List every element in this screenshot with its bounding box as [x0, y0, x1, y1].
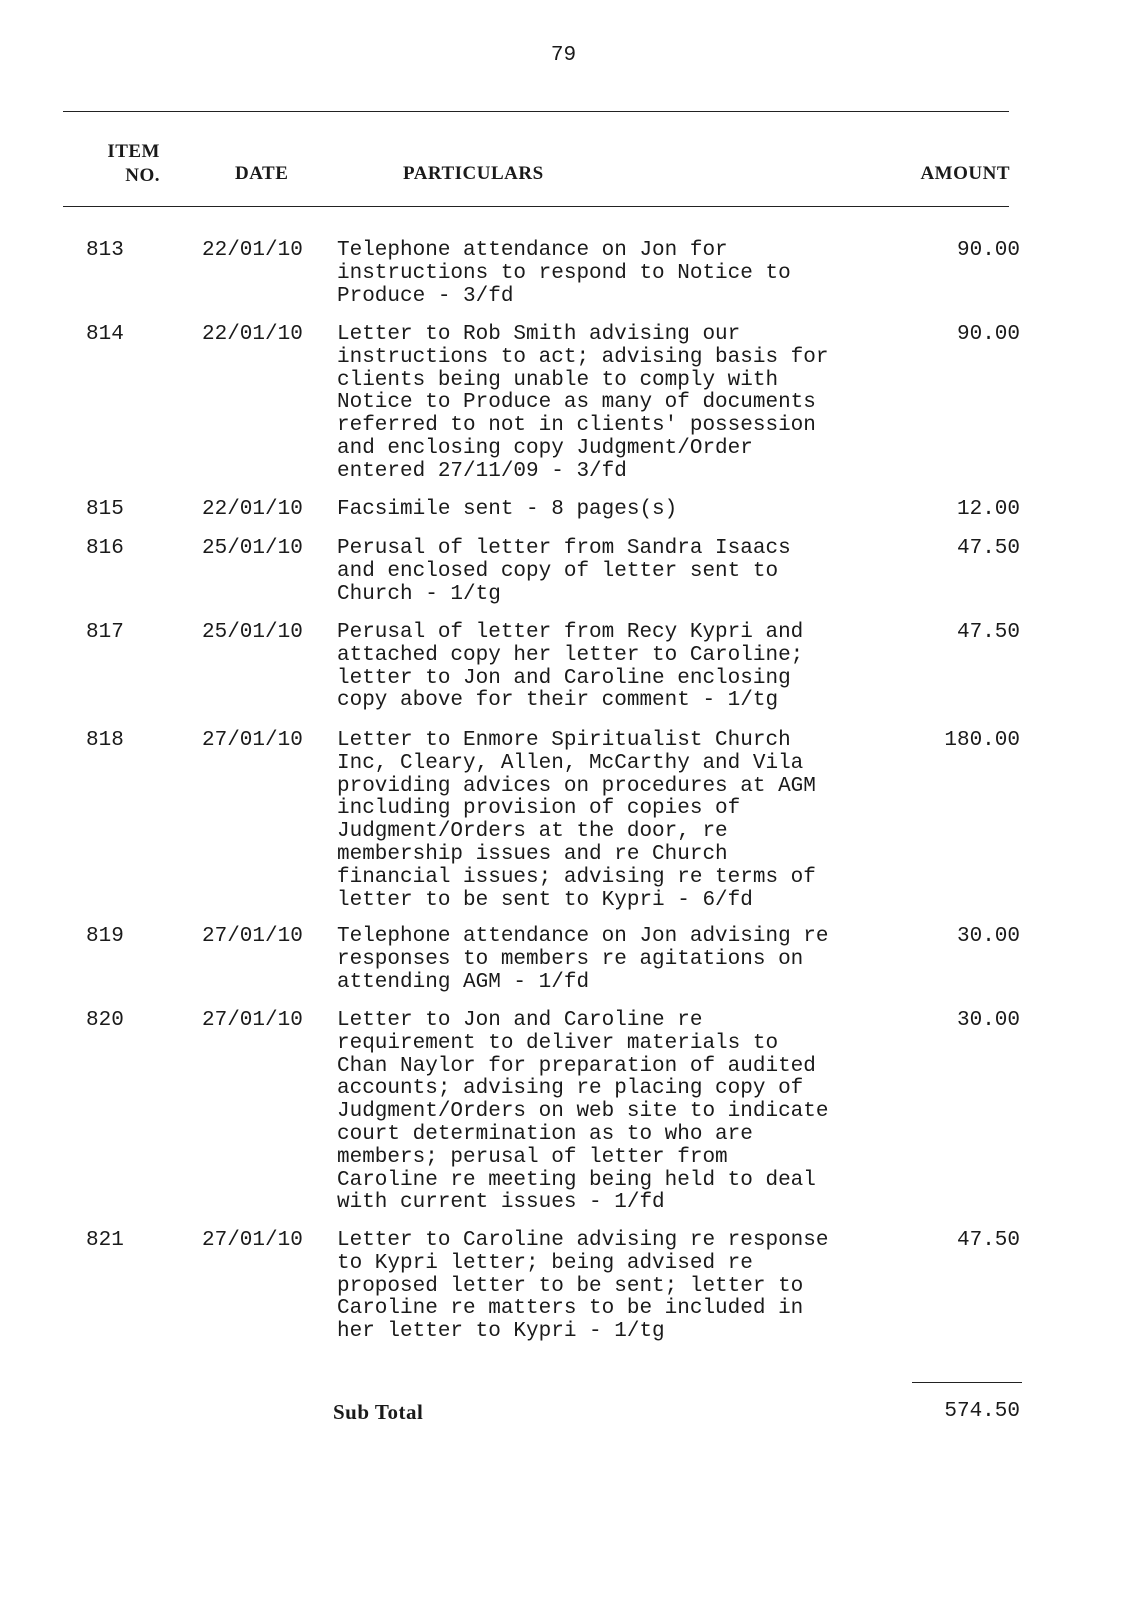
subtotal-label: Sub Total	[333, 1400, 424, 1424]
item-date: 27/01/10	[202, 1009, 303, 1032]
item-date: 27/01/10	[202, 925, 303, 948]
item-date: 25/01/10	[202, 621, 303, 644]
column-header-item-line1: ITEM	[107, 141, 160, 162]
page-number: 79	[550, 44, 577, 67]
item-particulars: Letter to Jon and Caroline re requirement to deliver materials to Chan Naylor for preparation of audited accounts; advising re placing copy of Judgment/Orders on web site to indicate court determination as to who are members; perusal of letter from Caroline re meeting being held to deal with current issues - 1/fd	[337, 1009, 829, 1215]
column-header-amount: AMOUNT	[920, 163, 1010, 184]
item-particulars: Letter to Enmore Spiritualist Church Inc, Cleary, Allen, McCarthy and Vila providing advices on procedures at AGM including provision of copies of Judgment/Orders at the door, re membership issues and re Church financial issues; advising re terms of letter to be sent to Kypri - 6/fd	[337, 729, 816, 912]
item-number: 818	[86, 729, 124, 752]
item-particulars: Telephone attendance on Jon for instructions to respond to Notice to Produce - 3/fd	[337, 239, 791, 308]
column-header-particulars: PARTICULARS	[403, 163, 544, 184]
item-amount: 30.00	[956, 925, 1020, 948]
subtotal-rule	[912, 1382, 1022, 1383]
item-number: 815	[86, 498, 124, 521]
item-number: 820	[86, 1009, 124, 1032]
item-particulars: Letter to Rob Smith advising our instructions to act; advising basis for clients being unable to comply with Notice to Produce as many of documents referred to not in clients' possession and enclosing copy Judgment/Order entered 27/11/09 - 3/fd	[337, 323, 829, 483]
item-date: 27/01/10	[202, 729, 303, 752]
item-particulars: Perusal of letter from Recy Kypri and attached copy her letter to Caroline; letter to Jon and Caroline enclosing copy above for their comment - 1/tg	[337, 621, 804, 713]
item-date: 25/01/10	[202, 537, 303, 560]
column-header-date: DATE	[235, 163, 289, 184]
item-number: 813	[86, 239, 124, 262]
item-amount: 47.50	[956, 1229, 1020, 1252]
item-number: 819	[86, 925, 124, 948]
item-number: 816	[86, 537, 124, 560]
item-amount: 12.00	[956, 498, 1020, 521]
item-date: 22/01/10	[202, 239, 303, 262]
item-amount: 47.50	[956, 537, 1020, 560]
item-number: 814	[86, 323, 124, 346]
column-header-item-line2: NO.	[125, 165, 160, 186]
item-amount: 30.00	[956, 1009, 1020, 1032]
item-particulars: Letter to Caroline advising re response to Kypri letter; being advised re proposed letter to be sent; letter to Caroline re matters to be included in her letter to Kypri - 1/tg	[337, 1229, 829, 1344]
item-number: 821	[86, 1229, 124, 1252]
item-date: 27/01/10	[202, 1229, 303, 1252]
item-particulars: Facsimile sent - 8 pages(s)	[337, 498, 678, 521]
header-bottom-rule	[63, 206, 1009, 207]
subtotal-value: 574.50	[944, 1400, 1020, 1423]
item-date: 22/01/10	[202, 498, 303, 521]
header-top-rule	[63, 111, 1009, 112]
column-header-item-no	[100, 140, 160, 188]
item-amount: 180.00	[944, 729, 1020, 752]
item-particulars: Telephone attendance on Jon advising re responses to members re agitations on attending AGM - 1/fd	[337, 925, 829, 994]
item-amount: 47.50	[956, 621, 1020, 644]
item-amount: 90.00	[956, 323, 1020, 346]
item-particulars: Perusal of letter from Sandra Isaacs and enclosed copy of letter sent to Church - 1/tg	[337, 537, 791, 606]
item-date: 22/01/10	[202, 323, 303, 346]
item-number: 817	[86, 621, 124, 644]
item-amount: 90.00	[956, 239, 1020, 262]
